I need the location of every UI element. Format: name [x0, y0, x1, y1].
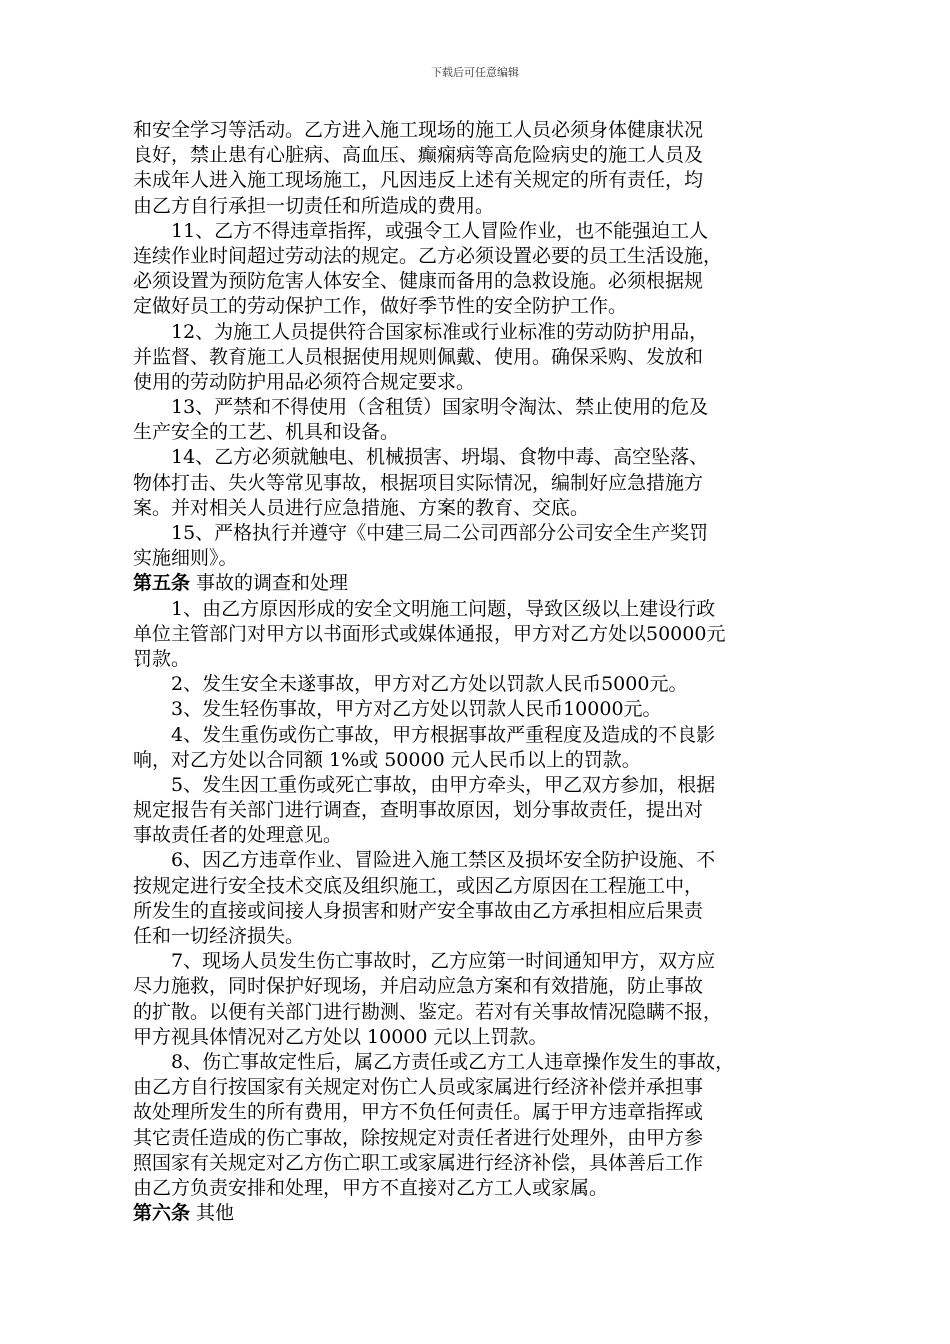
- paragraph-line: 1、由乙方原因形成的安全文明施工问题，导致区级以上建设行政: [171, 597, 716, 620]
- paragraph-line: 实施细则》。: [133, 547, 238, 570]
- paragraph-line: 11、乙方不得违章指挥，或强令工人冒险作业，也不能强迫工人: [171, 219, 709, 242]
- paragraph-line: 物体打击、失火等常见事故，根据项目实际情况，编制好应急措施方: [133, 471, 704, 494]
- paragraph-line: 的扩散。以便有关部门进行勘测、鉴定。若对有关事故情况隐瞒不报，: [133, 1000, 723, 1023]
- paragraph-line: 按规定进行安全技术交底及组织施工，或因乙方原因在工程施工中，: [133, 874, 704, 897]
- section-heading-label: 第六条: [133, 1202, 191, 1225]
- paragraph-line: 事故责任者的处理意见。: [133, 824, 343, 847]
- paragraph-line: 和安全学习等活动。乙方进入施工现场的施工人员必须身体健康状况: [133, 119, 704, 141]
- paragraph-line: 15、严格执行并遵守《中建三局二公司西部分公司安全生产奖罚: [171, 522, 709, 544]
- paragraph-line: 由乙方负责安排和处理，甲方不直接对乙方工人或家属。: [133, 1176, 609, 1199]
- paragraph-line: 6、因乙方违章作业、冒险进入施工禁区及损坏安全防护设施、不: [171, 849, 716, 872]
- paragraph-line: 照国家有关规定对乙方伤亡职工或家属进行经济补偿，具体善后工作: [133, 1151, 704, 1174]
- paragraph-line: 罚款。: [133, 647, 191, 670]
- section-heading-title: 其他: [190, 1202, 235, 1225]
- paragraph-line: 规定报告有关部门进行调查，查明事故原因，划分事故责任，提出对: [133, 799, 704, 822]
- paragraph-line: 故处理所发生的所有费用，甲方不负任何责任。属于甲方违章指挥或: [133, 1101, 704, 1124]
- paragraph-line: 3、发生轻伤事故，甲方对乙方处以罚款人民币10000元。: [171, 698, 662, 721]
- paragraph-line: 单位主管部门对甲方以书面形式或媒体通报，甲方对乙方处以50000元: [133, 622, 726, 645]
- section-heading: [133, 571, 823, 596]
- paragraph-line: 12、为施工人员提供符合国家标准或行业标准的劳动防护用品，: [171, 320, 709, 343]
- paragraph-line: 定做好员工的劳动保护工作，做好季节性的安全防护工作。: [133, 295, 628, 318]
- paragraph-line: 其它责任造成的伤亡事故，除按规定对责任者进行处理外，由甲方参: [133, 1126, 704, 1149]
- paragraph-line: 必须设置为预防危害人体安全、健康而备用的急救设施。必须根据规: [133, 270, 704, 293]
- paragraph-line: 甲方视具体情况对乙方处以 10000 元以上罚款。: [133, 1025, 548, 1048]
- section-heading-label: 第五条: [133, 572, 191, 595]
- paragraph-line: 连续作业时间超过劳动法的规定。乙方必须设置必要的员工生活设施，: [133, 244, 723, 267]
- paragraph-line: 案。并对相关人员进行应急措施、方案的教育、交底。: [133, 496, 590, 519]
- section-heading: [133, 1201, 823, 1226]
- paragraph-line: 未成年人进入施工现场施工，凡因违反上述有关规定的所有责任，均: [133, 169, 704, 192]
- paragraph-line: 4、发生重伤或伤亡事故，甲方根据事故严重程度及造成的不良影: [171, 723, 716, 746]
- paragraph-line: 由乙方自行承担一切责任和所造成的费用。: [133, 194, 495, 217]
- paragraph-line: 并监督、教育施工人员根据使用规则佩戴、使用。确保采购、发放和: [133, 345, 704, 368]
- paragraph-line: 8、伤亡事故定性后，属乙方责任或乙方工人违章操作发生的事故，: [171, 1050, 735, 1073]
- paragraph-line: 良好，禁止患有心脏病、高血压、癫痫病等高危险病史的施工人员及: [133, 144, 704, 167]
- paragraph-line: 由乙方自行按国家有关规定对伤亡人员或家属进行经济补偿并承担事: [133, 1076, 704, 1099]
- document-body: [133, 118, 823, 1226]
- paragraph-line: 14、乙方必须就触电、机械损害、坍塌、食物中毒、高空坠落、: [171, 446, 709, 469]
- paragraph-line: 5、发生因工重伤或死亡事故，由甲方牵头，甲乙双方参加，根据: [171, 773, 716, 796]
- paragraph-line: 生产安全的工艺、机具和设备。: [133, 421, 400, 444]
- paragraph-line: 使用的劳动防护用品必须符合规定要求。: [133, 370, 476, 393]
- paragraph-line: 所发生的直接或间接人身损害和财产安全事故由乙方承担相应后果责: [133, 899, 704, 922]
- paragraph-line: 尽力施救，同时保护好现场，并启动应急方案和有效措施，防止事故: [133, 975, 704, 998]
- section-heading-title: 事故的调查和处理: [190, 572, 349, 595]
- paragraph-line: 7、现场人员发生伤亡事故时，乙方应第一时间通知甲方，双方应: [171, 950, 716, 973]
- page-header-note: 下载后可任意编辑: [431, 66, 519, 79]
- paragraph-line: 13、严禁和不得使用（含租赁）国家明令淘汰、禁止使用的危及: [171, 396, 709, 419]
- paragraph-line: 响，对乙方处以合同额 1%或 50000 元人民币以上的罚款。: [133, 748, 641, 771]
- paragraph-line: 2、发生安全未遂事故，甲方对乙方处以罚款人民币5000元。: [171, 673, 688, 696]
- paragraph-line: 任和一切经济损失。: [133, 925, 305, 947]
